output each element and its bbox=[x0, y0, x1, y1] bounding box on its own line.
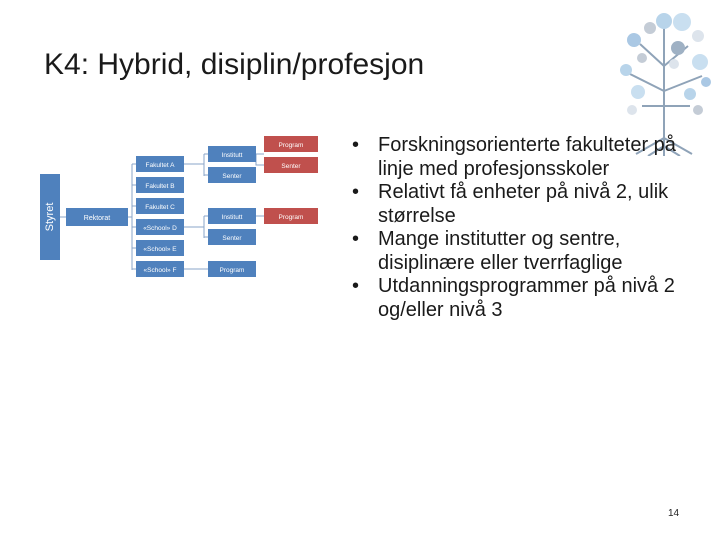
unit-label: Senter bbox=[222, 173, 242, 180]
faculty-label: «School» D bbox=[143, 225, 177, 232]
bullet-text: Mange institutter og sentre, disiplinære eller tverrfaglige bbox=[378, 228, 623, 274]
unit-label: Institutt bbox=[221, 152, 243, 159]
bullet-item bbox=[352, 275, 697, 322]
faculty-label: Fakultet C bbox=[145, 204, 175, 211]
org-chart bbox=[38, 132, 328, 282]
unit-label: Senter bbox=[222, 235, 242, 242]
bullet-marker: • bbox=[352, 228, 360, 250]
faculty-label: «School» F bbox=[143, 267, 177, 274]
faculty-label: «School» E bbox=[143, 246, 177, 253]
rector-label: Rektorat bbox=[83, 215, 111, 222]
slide-title: K4: Hybrid, disiplin/profesjon bbox=[44, 48, 425, 81]
bullet-item bbox=[352, 228, 697, 275]
bullet-marker: • bbox=[352, 134, 360, 156]
bullet-text: Forskningsorienterte fakulteter på linje med profesjonsskoler bbox=[378, 134, 676, 180]
faculty-label: Fakultet A bbox=[145, 162, 175, 169]
board-label: Styret bbox=[43, 202, 56, 232]
program-label: Program bbox=[278, 142, 304, 149]
bullet-text: Relativt få enheter på nivå 2, ulik størrelse bbox=[378, 181, 669, 227]
bullet-marker: • bbox=[352, 181, 360, 203]
unit-label: Program bbox=[219, 267, 245, 274]
faculty-label: Fakultet B bbox=[145, 183, 175, 190]
bullet-text: Utdanningsprogrammer på nivå 2 og/eller nivå 3 bbox=[378, 275, 675, 321]
bullet-list bbox=[352, 134, 697, 322]
bullet-marker: • bbox=[352, 275, 360, 297]
program-label: Senter bbox=[281, 163, 301, 170]
unit-label: Institutt bbox=[221, 214, 243, 221]
bullet-item bbox=[352, 134, 697, 181]
page-number: 14 bbox=[668, 508, 680, 519]
bullet-item bbox=[352, 181, 697, 228]
program-label: Program bbox=[278, 214, 304, 221]
